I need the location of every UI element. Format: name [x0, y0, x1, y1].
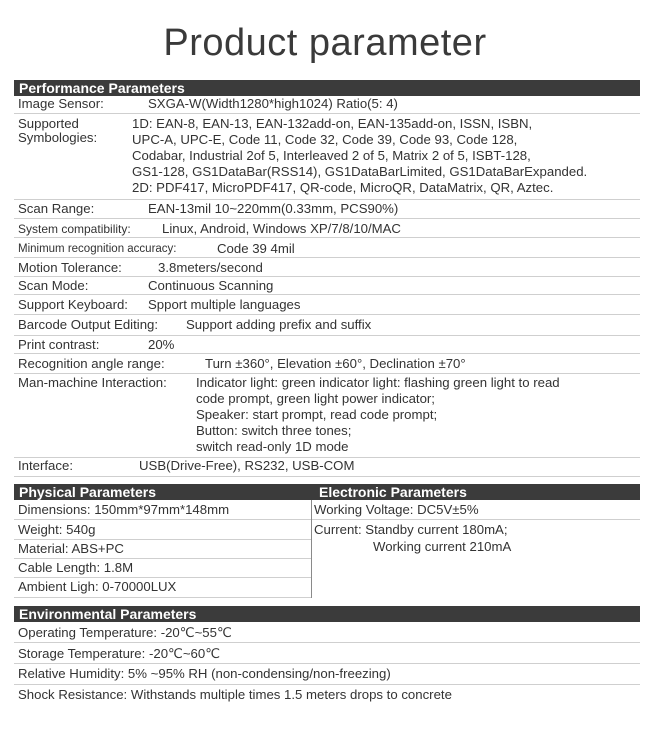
scan-mode-label: Scan Mode: — [18, 278, 89, 293]
keyboard-value: Spport multiple languages — [148, 297, 301, 312]
mmi-line: Indicator light: green indicator light: flashing green light to read — [196, 375, 560, 390]
humidity-text: Relative Humidity: 5% ~95% RH (non-condensing/non-freezing) — [18, 666, 391, 681]
dimensions-text: Dimensions: 150mm*97mm*148mm — [18, 502, 230, 517]
mmi-line: Speaker: start prompt, read code prompt; — [196, 407, 438, 422]
motion-value: 3.8meters/second — [158, 260, 263, 275]
page-title: Product parameter — [163, 22, 487, 64]
contrast-value: 20% — [148, 337, 175, 352]
scan-mode-row — [14, 277, 640, 295]
performance-header: Performance Parameters — [19, 80, 185, 96]
physical-row-line — [14, 539, 311, 540]
symbologies-label-2: Symbologies: — [18, 130, 98, 145]
image-sensor-value: SXGA-W(Width1280*high1024) Ratio(5: 4) — [148, 96, 398, 111]
mmi-label: Man-machine Interaction: — [18, 375, 167, 390]
physical-header: Physical Parameters — [19, 484, 156, 500]
system-value: Linux, Android, Windows XP/7/8/10/MAC — [162, 221, 401, 236]
contrast-label: Print contrast: — [18, 337, 100, 352]
contrast-row — [14, 336, 640, 354]
scan-range-label: Scan Range: — [18, 201, 95, 216]
keyboard-label: Support Keyboard: — [18, 297, 128, 312]
cable-text: Cable Length: 1.8M — [18, 560, 134, 575]
shock-text: Shock Resistance: Withstands multiple times 1.5 meters drops to concrete — [18, 687, 452, 702]
mmi-line: switch read-only 1D mode — [196, 439, 349, 454]
mmi-line: code prompt, green light power indicator; — [196, 391, 435, 406]
physical-row-line — [14, 597, 311, 598]
symbologies-line: UPC-A, UPC-E, Code 11, Code 32, Code 39, Code 93, Code 128, — [132, 132, 518, 147]
environmental-header: Environmental Parameters — [19, 606, 197, 622]
output-label: Barcode Output Editing: — [18, 317, 159, 332]
ambient-text: Ambient Ligh: 0-70000LUX — [18, 579, 177, 594]
electronic-header: Electronic Parameters — [319, 484, 467, 500]
electronic-row-line — [312, 519, 640, 520]
output-value: Support adding prefix and suffix — [186, 317, 372, 332]
symbologies-line: Codabar, Industrial 2of 5, Interleaved 2 of 5, Matrix 2 of 5, ISBT-128, — [132, 148, 531, 163]
scan-range-value: EAN-13mil 10~220mm(0.33mm, PCS90%) — [148, 201, 399, 216]
angle-value: Turn ±360°, Elevation ±60°, Declination ±70° — [205, 356, 466, 371]
material-text: Material: ABS+PC — [18, 541, 124, 556]
physical-row-line — [14, 577, 311, 578]
symbologies-line: 1D: EAN-8, EAN-13, EAN-132add-on, EAN-135add-on, ISSN, ISBN, — [132, 116, 533, 131]
mmi-line: Button: switch three tones; — [196, 423, 352, 438]
weight-text: Weight: 540g — [18, 522, 96, 537]
current-text-1: Current: Standby current 180mA; — [314, 522, 508, 537]
scan-mode-value: Continuous Scanning — [148, 278, 274, 293]
performance-header-bar — [14, 80, 640, 96]
physical-row-line — [14, 558, 311, 559]
environmental-header-bar — [14, 606, 640, 622]
current-text-2: Working current 210mA — [373, 539, 512, 554]
symbologies-line: 2D: PDF417, MicroPDF417, QR-code, MicroQR, DataMatrix, QR, Aztec. — [132, 180, 554, 195]
operating-text: Operating Temperature: -20℃~55℃ — [18, 625, 232, 640]
physical-row-line — [14, 519, 311, 520]
angle-label: Recognition angle range: — [18, 356, 165, 371]
storage-text: Storage Temperature: -20℃~60℃ — [18, 646, 221, 661]
symbologies-label-1: Supported — [18, 116, 79, 131]
accuracy-value: Code 39 4mil — [217, 241, 295, 256]
accuracy-label: Minimum recognition accuracy: — [18, 243, 177, 255]
system-label: System compatibility: — [18, 222, 131, 236]
image-sensor-label: Image Sensor: — [18, 96, 104, 111]
motion-label: Motion Tolerance: — [18, 260, 122, 275]
symbologies-line: GS1-128, GS1DataBar(RSS14), GS1DataBarLimited, GS1DataBarExpanded. — [132, 164, 588, 179]
interface-value: USB(Drive-Free), RS232, USB-COM — [139, 458, 355, 473]
voltage-text: Working Voltage: DC5V±5% — [314, 502, 479, 517]
column-divider — [311, 500, 312, 598]
physical-electronic-header-bar — [14, 484, 640, 500]
interface-label: Interface: — [18, 458, 73, 473]
